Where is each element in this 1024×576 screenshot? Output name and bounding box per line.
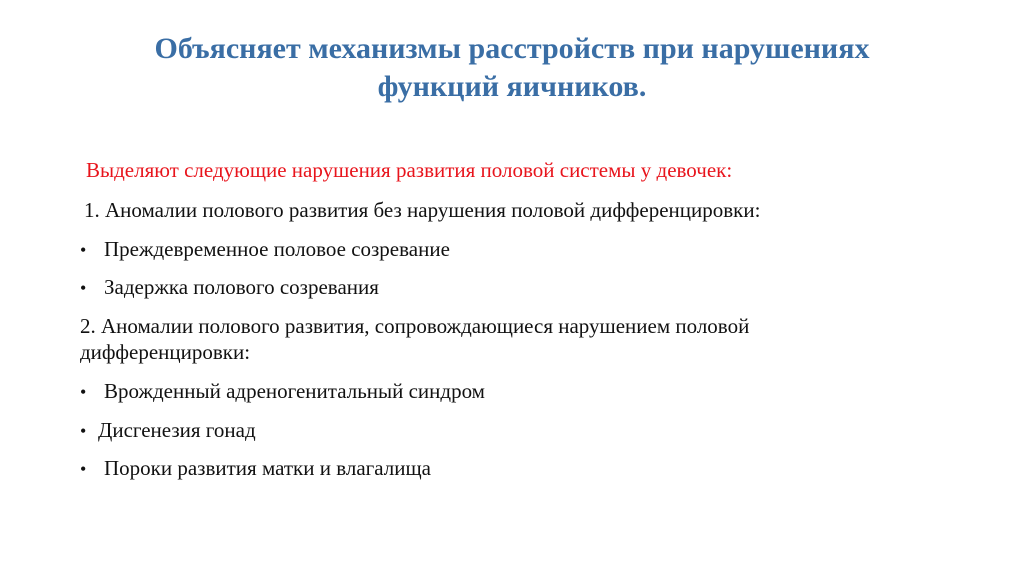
slide-title xyxy=(60,30,964,106)
list-item xyxy=(80,455,431,482)
bullet-icon: • xyxy=(80,278,87,298)
list-item xyxy=(80,274,379,301)
slide-title-line-1: Объясняет механизмы расстройств при нарушениях xyxy=(154,32,870,65)
list-item-text: Дисгенезия гонад xyxy=(98,418,256,442)
list-item xyxy=(80,417,256,444)
bullet-icon: • xyxy=(80,382,87,402)
slide-subtitle: Выделяют следующие нарушения развития половой системы у девочек: xyxy=(86,158,733,182)
slide-title-line-2: функций яичников. xyxy=(377,70,647,103)
list-item-text: Пороки развития матки и влагалища xyxy=(104,456,431,480)
bullet-icon: • xyxy=(80,459,87,479)
section-2-heading-line-1: 2. Аномалии полового развития, сопровождающиеся нарушением половой xyxy=(80,314,750,338)
list-item-text: Задержка полового созревания xyxy=(104,275,379,299)
bullet-icon: • xyxy=(80,421,87,441)
list-item xyxy=(80,236,450,263)
list-item xyxy=(80,378,485,405)
section-2-heading-line-2: дифференцировки: xyxy=(80,340,251,364)
list-item-text: Преждевременное половое созревание xyxy=(104,237,450,261)
list-item-text: Врожденный адреногенитальный синдром xyxy=(104,379,485,403)
bullet-icon: • xyxy=(80,240,87,260)
section-1-heading: 1. Аномалии полового развития без нарушения половой дифференцировки: xyxy=(84,198,761,222)
